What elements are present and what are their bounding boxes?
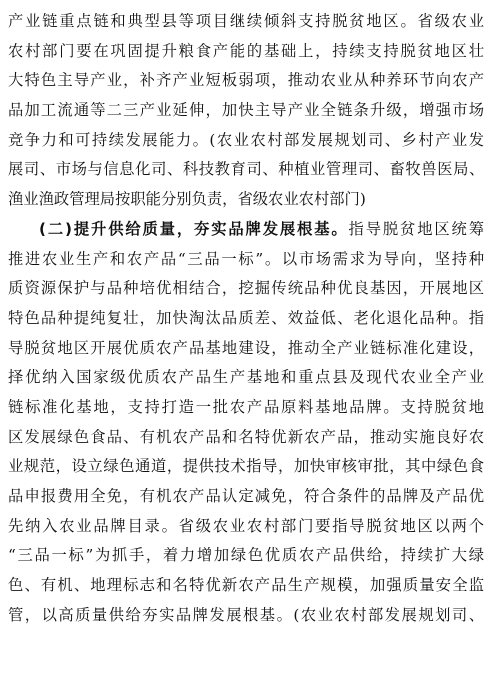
paragraph-line: 展司、市场与信息化司、科技教育司、种植业管理司、畜牧兽医局、: [8, 160, 484, 179]
paragraph-line: 业规范，设立绿色通道，提供技术指导，加快审核审批，其中绿色食: [8, 457, 484, 476]
paragraph-line: 推进农业生产和农产品“三品一标”。以市场需求为导向，坚持种: [8, 249, 484, 268]
paragraph-line: 品加工流通等二三产业延伸，加快主导产业全链条升级，增强市场: [8, 101, 484, 120]
paragraph-line: 竞争力和可持续发展能力。(农业农村部发展规划司、乡村产业发: [8, 130, 484, 149]
paragraph-line: 先纳入农业品牌目录。省级农业农村部门要指导脱贫地区以两个: [8, 516, 484, 535]
paragraph-line: 色、有机、地理标志和名特优新农产品生产规模，加强质量安全监: [8, 576, 484, 595]
paragraph-line: 农村部门要在巩固提升粮食产能的基础上，持续支持脱贫地区壮: [8, 41, 484, 60]
paragraph-line: 渔业渔政管理局按职能分别负责，省级农业农村部门): [8, 190, 366, 209]
paragraph-line: 质资源保护与品种培优相结合，挖掘传统品种优良基因，开展地区: [8, 279, 484, 298]
paragraph-line: 择优纳入国家级优质农产品生产基地和重点县及现代农业全产业: [8, 368, 484, 387]
paragraph-line: 管，以高质量供给夯实品牌发展根基。(农业农村部发展规划司、: [8, 605, 484, 624]
document-body: [8, 9, 484, 632]
paragraph-line: 产业链重点链和典型县等项目继续倾斜支持脱贫地区。省级农业: [8, 12, 484, 30]
paragraph-line: 导脱贫地区开展优质农产品基地建设，推动全产业链标准化建设，: [8, 338, 484, 357]
section-heading-continuation: 指导脱贫地区统筹: [348, 219, 484, 238]
section-heading: (二)提升供给质量，夯实品牌发展根基。: [39, 219, 349, 238]
paragraph-line: 特色品种提纯复壮，加快淘汰品质差、效益低、老化退化品种。指: [8, 308, 484, 327]
paragraph-line: 品申报费用全免，有机农产品认定减免，符合条件的品牌及产品优: [8, 487, 484, 505]
section-heading-line: [8, 217, 484, 247]
paragraph-line: “三品一标”为抓手，着力增加绿色优质农产品供给，持续扩大绿: [8, 546, 484, 565]
paragraph-line: 链标准化基地，支持打造一批农产品原料基地品牌。支持脱贫地: [8, 397, 484, 416]
paragraph-line: 大特色主导产业，补齐产业短板弱项，推动农业从种养环节向农产: [8, 71, 484, 90]
paragraph-line: 区发展绿色食品、有机农产品和名特优新农产品，推动实施良好农: [8, 427, 484, 446]
